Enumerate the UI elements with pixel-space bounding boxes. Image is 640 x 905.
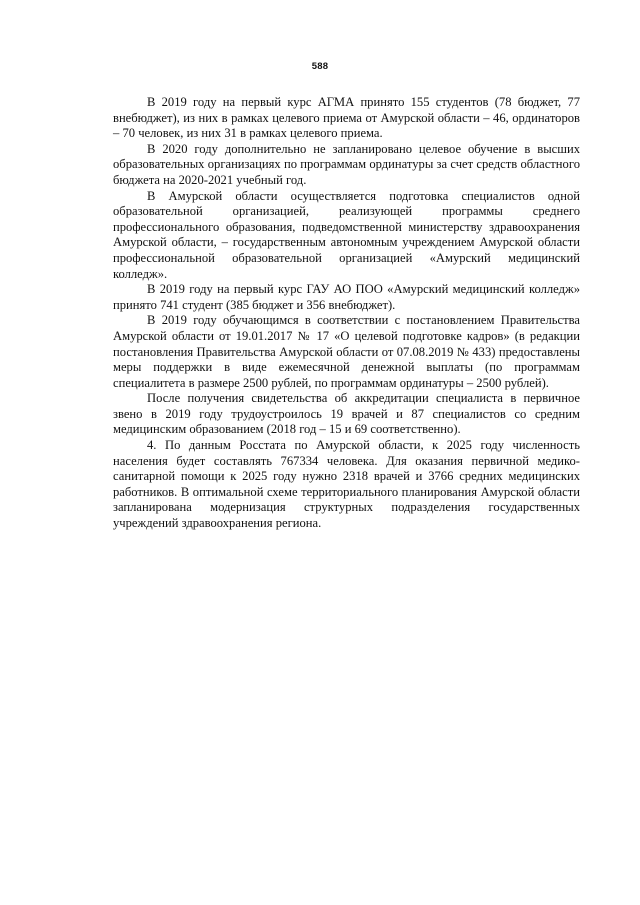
paragraph-agma-admission: В 2019 году на первый курс АГМА принято 155 студентов (78 бюджет, 77 внебюджет), из них в рамках целевого приема от Амурской области – 46, ординаторов – 70 человек, из них 31 в рамках целевого приема. [113,95,580,141]
paragraph-specialist-training: В Амурской области осуществляется подготовка специалистов одной образовательной организацией, реализующей программы среднего профессионального образования, подведомственной министерству здравоохранения Амурской области, – государственным автономным учреждением Амурской области профессиональной образовательной организацией «Амурский медицинский колледж». [113,188,580,281]
page-number: 588 [311,61,329,72]
paragraph-2020-targeted-training: В 2020 году дополнительно не запланировано целевое обучение в высших образовательных организациях по программам ординатуры за счет средств областного бюджета на 2020-2021 учебный год. [113,141,580,187]
paragraph-population-forecast: 4. По данным Росстата по Амурской области, к 2025 году численность населения будет составлять 767334 человека. Для оказания первичной медико-санитарной помощи к 2025 году нужно 2318 врачей и 3766 средних медицинских работников. В оптимальной схеме территориального планирования Амурской области запланирована модернизация структурных подразделения государственных учреждений здравоохранения региона. [113,438,580,531]
document-body [113,95,580,532]
paragraph-support-measures: В 2019 году обучающимся в соответствии с постановлением Правительства Амурской области от 19.01.2017 № 17 «О целевой подготовке кадров» (в редакции постановления Правительства Амурской области от 07.08.2019 № 433) предоставлены меры поддержки в виде ежемесячной денежной выплаты (по программам специалитета в размере 2500 рублей, по программам ординатуры – 2500 рублей). [113,313,580,390]
paragraph-employment: После получения свидетельства об аккредитации специалиста в первичное звено в 2019 году трудоустроилось 19 врачей и 87 специалистов со средним медицинским образованием (2018 год – 15 и 69 соответственно). [113,391,580,437]
paragraph-college-admission: В 2019 году на первый курс ГАУ АО ПОО «Амурский медицинский колледж» принято 741 студент (385 бюджет и 356 внебюджет). [113,282,580,312]
